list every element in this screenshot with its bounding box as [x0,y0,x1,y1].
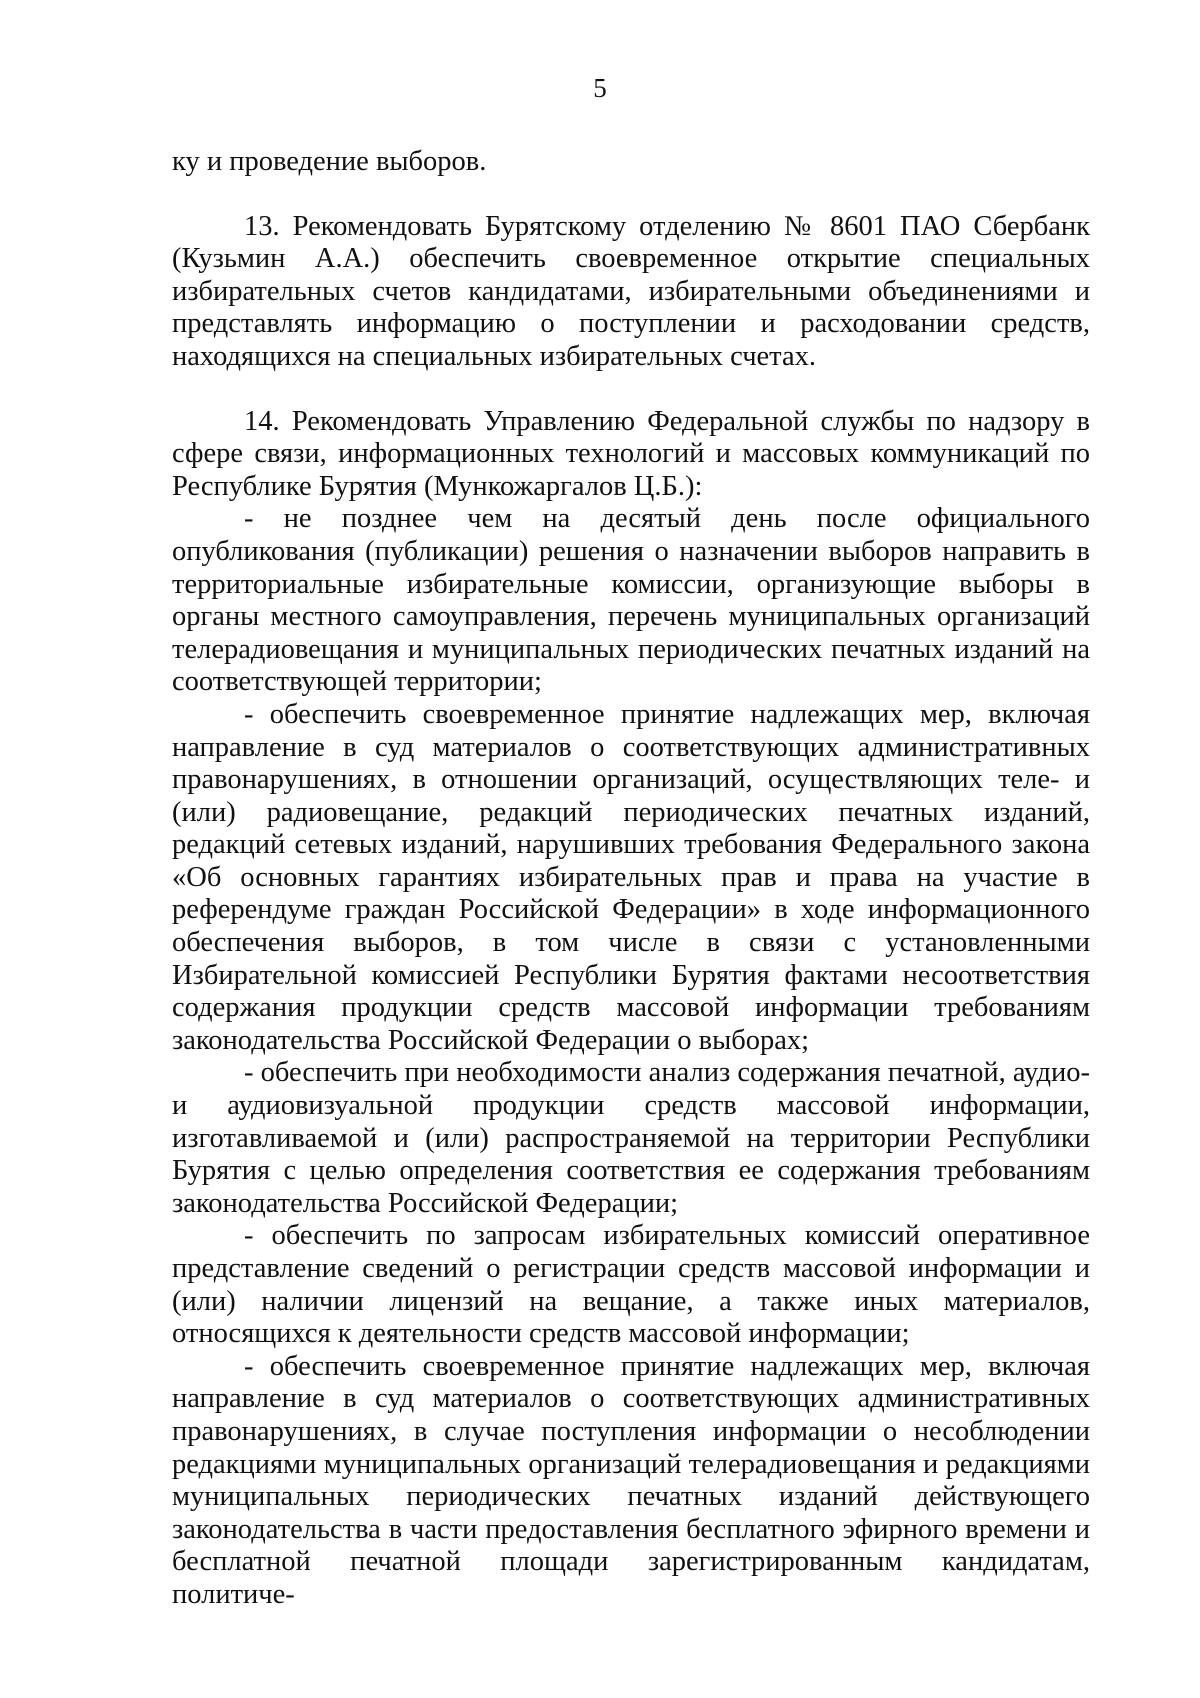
paragraph-item-13: 13. Рекомендовать Бурятскому отделению № 8601 ПАО Сбербанк (Кузьмин А.А.) обеспечить своевременное открытие специальных избирательных счетов кандидатами, избирательными объединениями и представлять информацию о поступлении и расходовании средств, находящихся на специальных избирательных счетах. [172,210,1090,372]
document-body [172,146,1090,1612]
paragraph-subitem-4: - обеспечить по запросам избирательных комиссий оперативное представление сведений о регистрации средств массовой информации и (или) наличии лицензий на вещание, а также иных материалов, относящихся к деятельности средств массовой информации; [172,1220,1090,1350]
paragraph-item-14: 14. Рекомендовать Управлению Федеральной службы по надзору в сфере связи, информационных технологий и массовых коммуникаций по Республике Бурятия (Мункожаргалов Ц.Б.): [172,405,1090,502]
page-number: 5 [593,73,607,103]
paragraph-subitem-5: - обеспечить своевременное принятие надлежащих мер, включая направление в суд материалов о соответствующих административных правонарушениях, в случае поступления информации о несоблюдении редакциями муниципальных организаций телерадиовещания и редакциями муниципальных периодических печатных изданий действующего законодательства в части предоставления бесплатного эфирного времени и бесплатной печатной площади зарегистрированным кандидатам, политиче- [172,1350,1090,1610]
paragraph-subitem-3: - обеспечить при необходимости анализ содержания печатной, аудио- и аудиовизуальной продукции средств массовой информации, изготавливаемой и (или) распространяемой на территории Республики Бурятия с целью определения соответствия ее содержания требованиям законодательства Российской Федерации; [172,1057,1090,1219]
paragraph-subitem-2: - обеспечить своевременное принятие надлежащих мер, включая направление в суд материалов о соответствующих административных правонарушениях, в отношении организаций, осуществляющих теле- и (или) радиовещание, редакций периодических печатных изданий, редакций сетевых изданий, нарушивших требования Федерального закона «Об основных гарантиях избирательных прав и права на участие в референдуме граждан Российской Федерации» в ходе информационного обеспечения выборов, в том числе в связи с установленными Избирательной комиссией Республики Бурятия фактами несоответствия содержания продукции средств массовой информации требованиям законодательства Российской Федерации о выборах; [172,698,1090,1056]
paragraph-continuation: ку и проведение выборов. [172,146,487,177]
paragraph-subitem-1: - не позднее чем на десятый день после официального опубликования (публикации) решения о назначении выборов направить в территориальные избирательные комиссии, организующие выборы в органы местного самоуправления, перечень муниципальных организаций телерадиовещания и муниципальных периодических печатных изданий на соответствующей территории; [172,503,1090,698]
